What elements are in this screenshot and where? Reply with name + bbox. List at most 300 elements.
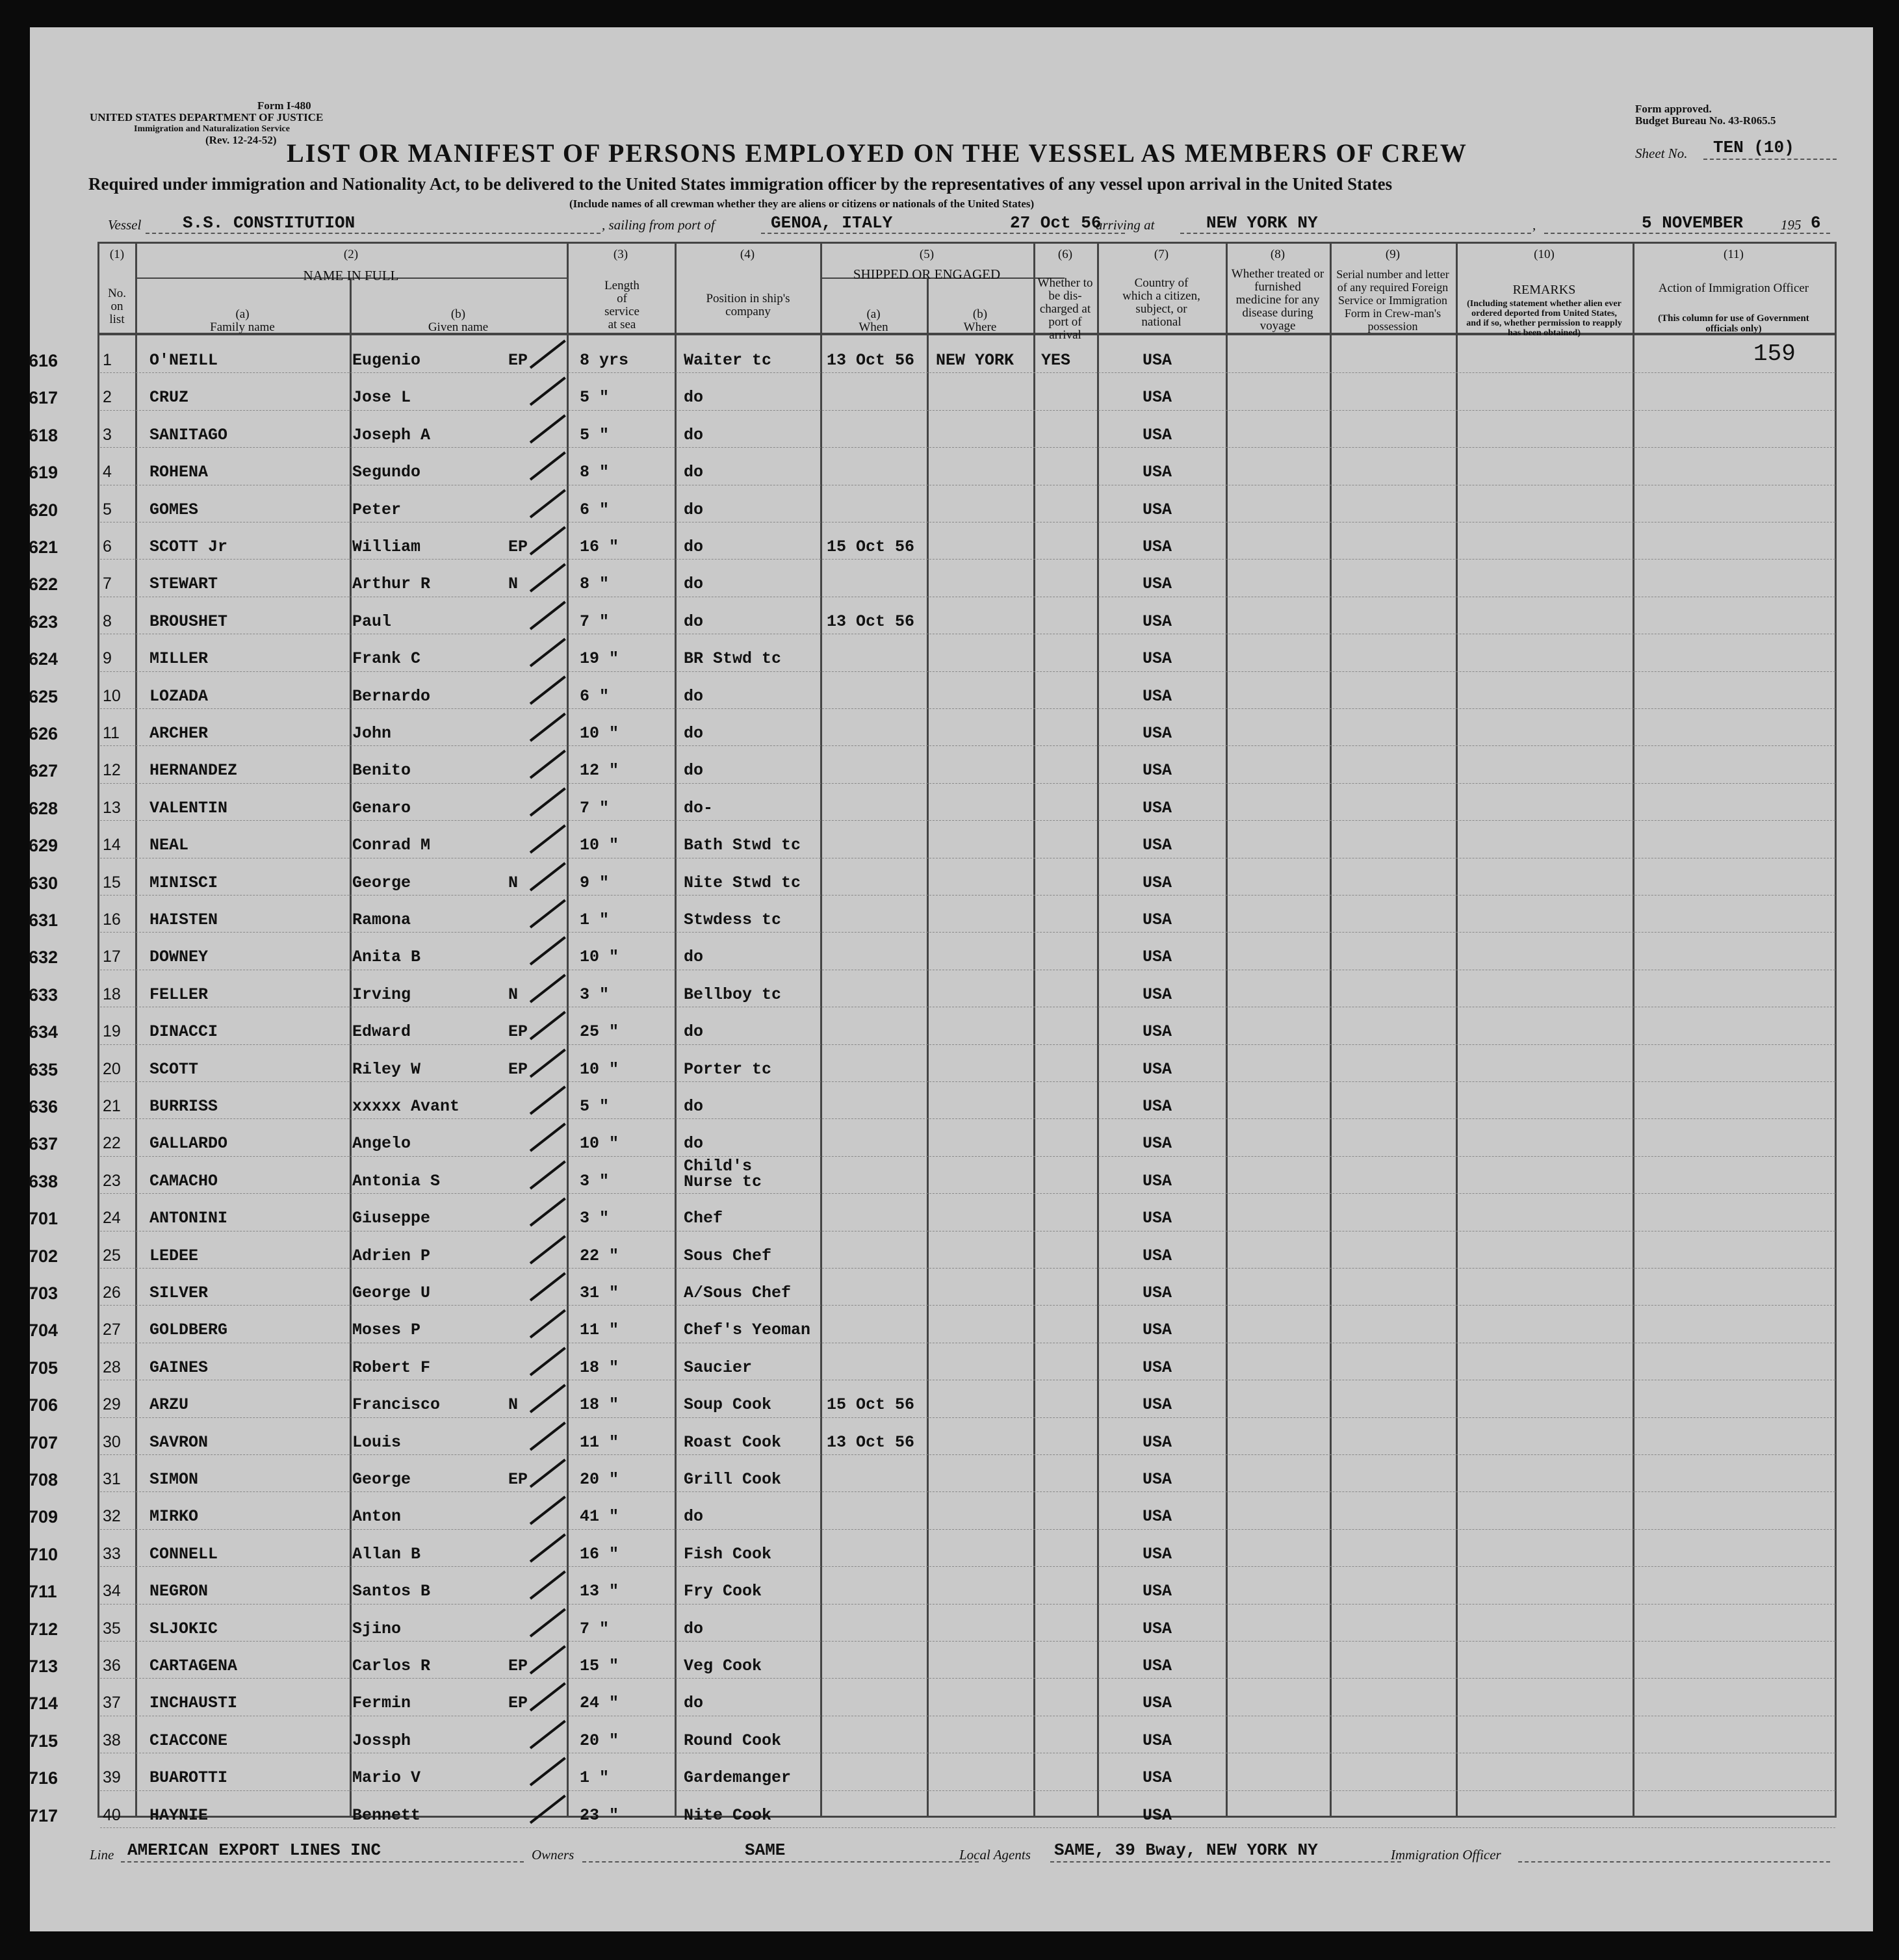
length-of-service: 22 " xyxy=(580,1246,619,1265)
length-of-service: 11 " xyxy=(580,1432,619,1452)
position: Chef xyxy=(684,1209,723,1228)
col1-number: (1) xyxy=(109,248,125,261)
position: Nite Stwd tc xyxy=(684,873,801,892)
check-mark-icon xyxy=(530,1347,566,1376)
given-name: Adrien P xyxy=(352,1246,431,1265)
position: do xyxy=(684,425,704,445)
row-ref-number: 628 xyxy=(29,798,58,818)
vessel-name: S.S. CONSTITUTION xyxy=(183,213,355,233)
row-ref-number: 619 xyxy=(29,463,58,483)
col6-number: (6) xyxy=(1057,248,1073,261)
col10-note: (Including statement whether alien ever ordered deported from United States, and if so, whether permission to reapply has been obtained) xyxy=(1466,299,1622,338)
family-name: INCHAUSTI xyxy=(149,1694,238,1713)
given-name: Louis xyxy=(352,1432,402,1452)
row-ref-number: 637 xyxy=(29,1134,58,1154)
sheet-number: TEN (10) xyxy=(1713,138,1794,157)
country: USA xyxy=(1143,1358,1172,1377)
agents-value: SAME, 39 Bway, NEW YORK NY xyxy=(1054,1840,1318,1860)
length-of-service: 20 " xyxy=(580,1731,619,1750)
owners-value: SAME xyxy=(745,1840,786,1860)
row-ref-number: 702 xyxy=(29,1246,58,1266)
country: USA xyxy=(1143,761,1172,780)
col8-number: (8) xyxy=(1270,248,1285,261)
position: Veg Cook xyxy=(684,1657,762,1675)
length-of-service: 12 " xyxy=(580,761,619,780)
row-ref-number: 706 xyxy=(29,1395,58,1415)
length-of-service: 3 " xyxy=(580,1209,610,1228)
length-of-service: 5 " xyxy=(580,425,610,445)
family-name: VALENTIN xyxy=(149,798,228,818)
status-code: N xyxy=(508,1395,519,1415)
row-number: 38 xyxy=(103,1731,121,1749)
check-mark-icon xyxy=(530,600,566,630)
family-name: GOLDBERG xyxy=(149,1321,228,1340)
country: USA xyxy=(1143,910,1172,929)
country: USA xyxy=(1143,649,1172,669)
position: Stwdess tc xyxy=(684,910,782,929)
check-mark-icon xyxy=(530,452,566,481)
length-of-service: 3 " xyxy=(580,985,610,1004)
col11-note: (This column for use of Government officials only) xyxy=(1658,313,1809,334)
check-mark-icon xyxy=(530,1309,566,1339)
family-name: ANTONINI xyxy=(149,1209,228,1228)
length-of-service: 7 " xyxy=(580,1619,610,1638)
col2b-header: Given name xyxy=(428,320,489,334)
given-name: Mario V xyxy=(352,1768,421,1788)
check-mark-icon xyxy=(530,526,566,556)
col10-header: REMARKS xyxy=(1512,283,1576,297)
position: do xyxy=(684,686,704,706)
engaged-when: 15 Oct 56 xyxy=(827,1395,915,1415)
row-number: 24 xyxy=(103,1209,121,1228)
given-name: Jose L xyxy=(352,388,411,407)
check-mark-icon xyxy=(530,1794,566,1824)
given-name: Francisco xyxy=(352,1395,441,1415)
check-mark-icon xyxy=(530,713,566,742)
position: do xyxy=(684,1134,704,1154)
length-of-service: 1 " xyxy=(580,1768,610,1788)
length-of-service: 8 yrs xyxy=(580,351,629,370)
year-prefix: 195 xyxy=(1781,217,1802,233)
length-of-service: 13 " xyxy=(580,1582,619,1601)
position: Chef's Yeoman xyxy=(684,1321,811,1340)
length-of-service: 5 " xyxy=(580,388,610,407)
position: Waiter tc xyxy=(684,351,772,370)
position: do xyxy=(684,1507,704,1527)
length-of-service: 18 " xyxy=(580,1358,619,1377)
family-name: SLJOKIC xyxy=(149,1619,218,1638)
check-mark-icon xyxy=(530,1272,566,1302)
row-number: 2 xyxy=(103,388,112,407)
family-name: SAVRON xyxy=(149,1432,209,1452)
country: USA xyxy=(1143,1022,1172,1042)
length-of-service: 24 " xyxy=(580,1694,619,1713)
page-subtitle: Required under immigration and Nationality Act, to be delivered to the United States immigration officer by the representatives of any vessel upon arrival in the United States xyxy=(88,174,1393,194)
check-mark-icon xyxy=(530,1720,566,1749)
position: do xyxy=(684,1022,704,1042)
row-ref-number: 715 xyxy=(29,1731,58,1751)
family-name: O'NEILL xyxy=(149,351,218,370)
check-mark-icon xyxy=(530,377,566,406)
arriving-port: NEW YORK NY xyxy=(1206,213,1318,233)
given-name: xxxxx Avant xyxy=(352,1097,460,1116)
row-ref-number: 713 xyxy=(29,1657,58,1676)
check-mark-icon xyxy=(530,675,566,704)
family-name: HAYNIE xyxy=(149,1805,209,1825)
family-name: CAMACHO xyxy=(149,1171,218,1191)
arriving-label: arriving at xyxy=(1096,217,1155,233)
row-ref-number: 636 xyxy=(29,1097,58,1116)
check-mark-icon xyxy=(530,1533,566,1562)
length-of-service: 18 " xyxy=(580,1395,619,1415)
family-name: CRUZ xyxy=(149,388,189,407)
col3-number: (3) xyxy=(613,248,628,261)
length-of-service: 10 " xyxy=(580,724,619,743)
row-number: 3 xyxy=(103,425,112,444)
length-of-service: 7 " xyxy=(580,612,610,631)
family-name: GOMES xyxy=(149,500,199,519)
col11-number: (11) xyxy=(1724,248,1744,261)
position: Bath Stwd tc xyxy=(684,836,801,855)
owners-label: Owners xyxy=(532,1847,575,1863)
check-mark-icon xyxy=(530,1086,566,1115)
position: do xyxy=(684,463,704,482)
given-name: Jossph xyxy=(352,1731,411,1750)
row-number: 31 xyxy=(103,1470,121,1488)
include-note: (Include names of all crewman whether they are aliens or citizens or nationals of the United States) xyxy=(569,198,1035,210)
position: do xyxy=(684,724,704,743)
country: USA xyxy=(1143,612,1172,631)
row-ref-number: 631 xyxy=(29,910,58,930)
family-name: BURRISS xyxy=(149,1097,218,1116)
country: USA xyxy=(1143,500,1172,519)
engaged-where: NEW YORK xyxy=(936,351,1014,370)
row-number: 14 xyxy=(103,836,121,855)
col4-number: (4) xyxy=(740,248,755,261)
position: do xyxy=(684,1097,704,1116)
check-mark-icon xyxy=(530,1011,566,1040)
family-name: DINACCI xyxy=(149,1022,218,1042)
length-of-service: 41 " xyxy=(580,1507,619,1527)
position: Child's Nurse tc xyxy=(684,1156,762,1191)
row-number: 25 xyxy=(103,1246,121,1265)
given-name: Arthur R xyxy=(352,574,431,594)
family-name: ARCHER xyxy=(149,724,209,743)
approval-line2: Budget Bureau No. 43-R065.5 xyxy=(1635,114,1776,127)
country: USA xyxy=(1143,1209,1172,1228)
check-mark-icon xyxy=(530,750,566,779)
row-number: 13 xyxy=(103,798,121,817)
position: do xyxy=(684,500,704,519)
row-ref-number: 701 xyxy=(29,1209,58,1229)
row-number: 39 xyxy=(103,1768,121,1787)
check-mark-icon xyxy=(530,1608,566,1637)
row-ref-number: 707 xyxy=(29,1432,58,1452)
col2b-number: (b) xyxy=(450,307,466,321)
given-name: Segundo xyxy=(352,463,421,482)
country: USA xyxy=(1143,351,1172,370)
length-of-service: 8 " xyxy=(580,574,610,594)
length-of-service: 16 " xyxy=(580,537,619,556)
given-name: Antonia S xyxy=(352,1171,441,1191)
row-number: 37 xyxy=(103,1694,121,1712)
length-of-service: 19 " xyxy=(580,649,619,669)
given-name: Allan B xyxy=(352,1544,421,1564)
row-number: 8 xyxy=(103,612,112,630)
country: USA xyxy=(1143,574,1172,594)
row-ref-number: 616 xyxy=(29,351,58,370)
given-name: Anton xyxy=(352,1507,402,1527)
row-number: 15 xyxy=(103,873,121,892)
row-ref-number: 716 xyxy=(29,1768,58,1788)
family-name: DOWNEY xyxy=(149,948,209,967)
stamp-number: 159 xyxy=(1753,341,1796,367)
col2-header: NAME IN FULL xyxy=(303,268,399,283)
status-code: EP xyxy=(508,1022,528,1042)
family-name: CONNELL xyxy=(149,1544,218,1564)
position: Porter tc xyxy=(684,1059,772,1079)
row-number: 21 xyxy=(103,1097,121,1115)
given-name: Joseph A xyxy=(352,425,431,445)
position: Round Cook xyxy=(684,1731,782,1750)
country: USA xyxy=(1143,388,1172,407)
service-name: Immigration and Naturalization Service xyxy=(134,124,290,134)
row-ref-number: 703 xyxy=(29,1283,58,1303)
family-name: BROUSHET xyxy=(149,612,228,631)
status-code: EP xyxy=(508,1059,528,1079)
row-number: 35 xyxy=(103,1619,121,1638)
given-name: Bennett xyxy=(352,1805,421,1825)
col5-number: (5) xyxy=(919,248,935,261)
country: USA xyxy=(1143,1694,1172,1713)
row-ref-number: 633 xyxy=(29,985,58,1005)
check-mark-icon xyxy=(530,340,566,369)
col5-header: SHIPPED OR ENGAGED xyxy=(853,266,1001,282)
row-number: 9 xyxy=(103,649,112,668)
country: USA xyxy=(1143,1321,1172,1340)
length-of-service: 8 " xyxy=(580,463,610,482)
given-name: Peter xyxy=(352,500,402,519)
position: Roast Cook xyxy=(684,1432,782,1452)
given-name: Fermin xyxy=(352,1694,411,1713)
col1-header: No. on list xyxy=(108,287,126,326)
row-ref-number: 711 xyxy=(29,1582,57,1602)
position: Bellboy tc xyxy=(684,985,782,1004)
given-name: Eugenio xyxy=(352,351,421,370)
row-ref-number: 625 xyxy=(29,686,58,706)
country: USA xyxy=(1143,798,1172,818)
length-of-service: 20 " xyxy=(580,1470,619,1489)
check-mark-icon xyxy=(530,787,566,816)
given-name: Bernardo xyxy=(352,686,431,706)
row-number: 28 xyxy=(103,1358,121,1376)
check-mark-icon xyxy=(530,414,566,443)
row-number: 5 xyxy=(103,500,112,519)
row-number: 40 xyxy=(103,1805,121,1824)
row-number: 36 xyxy=(103,1657,121,1675)
check-mark-icon xyxy=(530,1198,566,1227)
check-mark-icon xyxy=(530,1757,566,1786)
family-name: SANITAGO xyxy=(149,425,228,445)
family-name: STEWART xyxy=(149,574,218,594)
country: USA xyxy=(1143,686,1172,706)
given-name: George xyxy=(352,1470,411,1489)
status-code: N xyxy=(508,985,519,1004)
given-name: Genaro xyxy=(352,798,411,818)
length-of-service: 10 " xyxy=(580,1134,619,1154)
row-number: 11 xyxy=(103,724,120,742)
row-number: 33 xyxy=(103,1544,121,1563)
country: USA xyxy=(1143,1432,1172,1452)
status-code: EP xyxy=(508,1657,528,1675)
status-code: N xyxy=(508,574,519,594)
col6-header: Whether to be dis-charged at port of arrival xyxy=(1037,276,1093,342)
given-name: George U xyxy=(352,1283,431,1302)
row-number: 29 xyxy=(103,1395,121,1414)
row-number: 7 xyxy=(103,574,112,593)
sheet-label: Sheet No. xyxy=(1635,146,1688,161)
row-ref-number: 632 xyxy=(29,948,58,968)
length-of-service: 23 " xyxy=(580,1805,619,1825)
given-name: Giuseppe xyxy=(352,1209,431,1228)
col2a-number: (a) xyxy=(235,307,250,321)
family-name: CARTAGENA xyxy=(149,1657,238,1675)
country: USA xyxy=(1143,1544,1172,1564)
col2a-header: Family name xyxy=(210,320,275,334)
row-ref-number: 712 xyxy=(29,1619,58,1639)
country: USA xyxy=(1143,1731,1172,1750)
check-mark-icon xyxy=(530,899,566,929)
length-of-service: 5 " xyxy=(580,1097,610,1116)
agents-label: Local Agents xyxy=(959,1847,1031,1863)
given-name: Angelo xyxy=(352,1134,411,1154)
check-mark-icon xyxy=(530,1048,566,1077)
row-number: 34 xyxy=(103,1582,121,1601)
position: Grill Cook xyxy=(684,1470,782,1489)
position: A/Sous Chef xyxy=(684,1283,792,1302)
length-of-service: 1 " xyxy=(580,910,610,929)
row-number: 19 xyxy=(103,1022,121,1041)
row-number: 17 xyxy=(103,948,121,966)
position: BR Stwd tc xyxy=(684,649,782,669)
given-name: Santos B xyxy=(352,1582,431,1601)
length-of-service: 11 " xyxy=(580,1321,619,1340)
line-value: AMERICAN EXPORT LINES INC xyxy=(127,1840,381,1860)
row-ref-number: 621 xyxy=(29,537,58,557)
row-number: 20 xyxy=(103,1059,121,1078)
given-name: Anita B xyxy=(352,948,421,967)
length-of-service: 10 " xyxy=(580,948,619,967)
given-name: Sjino xyxy=(352,1619,402,1638)
country: USA xyxy=(1143,1246,1172,1265)
status-code: EP xyxy=(508,1470,528,1489)
row-ref-number: 622 xyxy=(29,574,58,595)
line-label: Line xyxy=(90,1847,114,1863)
check-mark-icon xyxy=(530,1123,566,1152)
row-number: 4 xyxy=(103,463,112,482)
form-number: Form I-480 xyxy=(257,99,311,112)
position: Soup Cook xyxy=(684,1395,772,1415)
country: USA xyxy=(1143,985,1172,1004)
given-name: George xyxy=(352,873,411,892)
row-number: 16 xyxy=(103,910,121,929)
row-ref-number: 630 xyxy=(29,873,58,893)
family-name: MIRKO xyxy=(149,1507,199,1527)
col9-number: (9) xyxy=(1385,248,1401,261)
check-mark-icon xyxy=(530,1496,566,1525)
row-ref-number: 635 xyxy=(29,1059,58,1079)
country: USA xyxy=(1143,425,1172,445)
row-number: 1 xyxy=(103,351,112,369)
check-mark-icon xyxy=(530,489,566,518)
position: do xyxy=(684,761,704,780)
position: do xyxy=(684,1619,704,1638)
check-mark-icon xyxy=(530,563,566,593)
status-code: N xyxy=(508,873,519,892)
length-of-service: 6 " xyxy=(580,500,610,519)
position: Fry Cook xyxy=(684,1582,762,1601)
row-ref-number: 627 xyxy=(29,761,58,781)
length-of-service: 25 " xyxy=(580,1022,619,1042)
family-name: CIACCONE xyxy=(149,1731,228,1750)
status-code: EP xyxy=(508,537,528,556)
col7-header: Country of which a citizen, subject, or national xyxy=(1122,276,1200,329)
position: Gardemanger xyxy=(684,1768,792,1788)
country: USA xyxy=(1143,463,1172,482)
country: USA xyxy=(1143,1657,1172,1675)
position: do xyxy=(684,612,704,631)
family-name: NEAL xyxy=(149,836,189,855)
family-name: SILVER xyxy=(149,1283,209,1302)
row-number: 6 xyxy=(103,537,112,556)
position: do xyxy=(684,948,704,967)
check-mark-icon xyxy=(530,825,566,854)
manifest-sheet: Form I-480 UNITED STATES DEPARTMENT OF JUSTICE Immigration and Naturalization Service (Rev. 12-24-52) Form approved. Budget Bureau No. 43-R065.5 LIST OR MANIFEST OF PERSONS EMPLOYED ON THE VESSEL AS MEMBERS OF CREW Sheet No. TEN (10) Required under immigration and Nationality Act, to be delivered to the United States immigration officer by the representatives of any vessel upon arrival in the United States (Include names of all crewman whether they are aliens or citizens or nationals of the United States) Vessel S.S. CONSTITUTION , sailing from port of GENOA, ITALY 27 Oct 56 arriving at NEW YORK NY , 5 NOVEMBER 195 6 (1) No. on list (2) NAME IN FULL (a) Family name (b) Given name (3) Length of service at sea (4) Position in ship's company (5) SHIPPED OR ENGAGED (a) When (b) Where (6) Whether to be dis-charged at port of arrival (7) Country of which a citizen, subject, or national (8) Whether treated or furnished medicine for any disease during voyage (9) Serial number and letter of any required Foreign Service or Immigration Form in Crew-man's possession (10) REMARKS (Including statement whether alien ever ordered deported from United States, and if so, whether permission to reapply has been obtained) (11) Action of Immigration Officer (This column for use of Government officials only) 159 616 1 O'NEILL Eugenio EP 8 yrs Waiter tc 13 Oct 56 NEW YORK YES USA 617 2 CRUZ Jose L 5 " do USA 618 3 SANITAGO Joseph A 5 " do USA 619 4 ROHENA Segundo 8 " do USA 620 5 GOMES Peter 6 " do USA 621 6 SCOTT Jr William EP 16 " do 15 Oct 56 USA 622 7 STEWART Arthur R N 8 " do USA 623 8 BROUSHET Paul 7 " do 13 Oct 56 USA 624 9 MILLER Frank C 19 " BR Stwd tc USA 625 10 LOZADA Bernardo 6 " do USA 626 11 ARCHER John 10 " do USA 627 12 HERNANDEZ Benito 12 " do USA 628 13 VALENTIN Genaro 7 " do- USA 629 14 NEAL Conrad M 10 " Bath Stwd tc USA 630 15 MINISCI George N 9 " Nite Stwd tc USA 631 16 HAISTEN Ramona 1 " Stwdess tc USA 632 17 DOWNEY Anita B 10 " do USA 633 18 FELLER Irving N 3 " Bellboy tc USA 634 19 DINACCI Edward EP 25 " do USA 635 20 SCOTT Riley W EP 10 " Porter tc USA 636 21 BURRISS xxxxx Avant 5 " do USA 637 22 GALLARDO Angelo 10 " do USA 638 23 CAMACHO Antonia S 3 " Child's Nurse tc USA 701 24 ANTONINI Giuseppe 3 " Chef USA 702 25 LEDEE Adrien P 22 " Sous Chef USA 703 26 SILVER George U 31 " A/Sous Chef USA 704 27 GOLDBERG Moses P 11 " Chef's Yeoman USA 705 28 GAINES Robert F 18 " Saucier USA 706 29 ARZU Francisco N 18 " Soup Cook 15 Oct 56 USA 707 30 SAVRON Louis 11 " Roast Cook 13 Oct 56 USA 708 31 SIMON George EP 20 " Grill Cook USA 709 32 MIRKO Anton 41 " do USA 710 33 CONNELL Allan B 16 " Fish Cook USA 711 34 NEGRON Santos B 13 " Fry Cook USA 712 35 SLJOKIC Sjino 7 " do USA 713 36 CARTAGENA Carlos R EP 15 " Veg Cook USA 714 37 INCHAUSTI Fermin EP 24 " do USA 715 38 CIACCONE Jossph 20 " Round Cook USA 716 39 BUAROTTI Mario V 1 " Gardemanger USA 717 40 HAYNIE Bennett 23 " Nite Cook USA Line AMERICAN EXPORT LINES INC Owners SAME Local Agents SAME, 39 Bway, NEW YORK NY Immigration Officer xyxy=(30,27,1873,1931)
family-name: BUAROTTI xyxy=(149,1768,228,1788)
page-title: LIST OR MANIFEST OF PERSONS EMPLOYED ON THE VESSEL AS MEMBERS OF CREW xyxy=(287,138,1467,168)
col3-header: Length of service at sea xyxy=(604,279,639,331)
check-mark-icon xyxy=(530,1384,566,1413)
family-name: SCOTT Jr xyxy=(149,537,228,556)
given-name: Riley W xyxy=(352,1059,421,1079)
family-name: SCOTT xyxy=(149,1059,199,1079)
row-ref-number: 629 xyxy=(29,836,58,856)
length-of-service: 16 " xyxy=(580,1544,619,1564)
row-ref-number: 618 xyxy=(29,425,58,445)
family-name: MINISCI xyxy=(149,873,218,892)
position: Nite Cook xyxy=(684,1805,772,1825)
given-name: Irving xyxy=(352,985,411,1004)
col5a-header: When xyxy=(859,320,888,334)
row-ref-number: 634 xyxy=(29,1022,58,1042)
engaged-when: 13 Oct 56 xyxy=(827,1432,915,1452)
department-name: UNITED STATES DEPARTMENT OF JUSTICE xyxy=(90,111,324,123)
row-ref-number: 709 xyxy=(29,1507,58,1527)
given-name: Carlos R xyxy=(352,1657,431,1675)
col2-number: (2) xyxy=(343,248,359,261)
check-mark-icon xyxy=(530,1645,566,1675)
approval-line1: Form approved. xyxy=(1635,103,1712,115)
check-mark-icon xyxy=(530,862,566,891)
country: USA xyxy=(1143,537,1172,556)
given-name: Frank C xyxy=(352,649,421,669)
sailing-label: , sailing from port of xyxy=(602,217,715,233)
given-name: Edward xyxy=(352,1022,411,1042)
row-number: 26 xyxy=(103,1283,121,1302)
given-name: Paul xyxy=(352,612,392,631)
family-name: GALLARDO xyxy=(149,1134,228,1154)
engaged-when: 13 Oct 56 xyxy=(827,612,915,631)
